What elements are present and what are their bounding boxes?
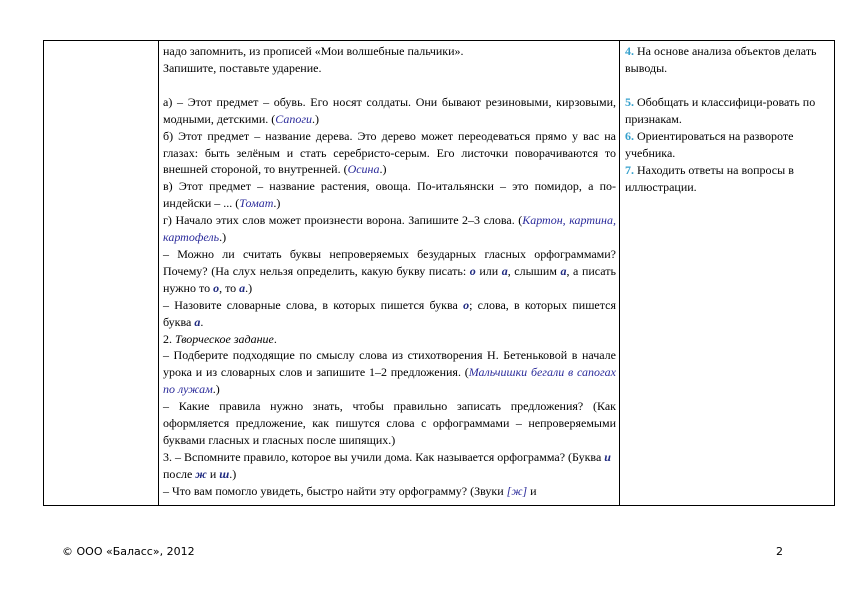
- lesson-content-column: [163, 43, 616, 500]
- skill-5: 5. Обобщать и классифици-ровать по признакам.: [625, 95, 816, 126]
- question-vowels: – Можно ли считать буквы непроверяемых безударных гласных орфограммами? Почему? (На слух нельзя определить, какую букву писать: о или а, слышим а, а писать нужно то о, то а.): [163, 246, 616, 295]
- skill-7: 7. Находить ответы на вопросы в иллюстрации.: [625, 163, 794, 194]
- question-dictionary-words: – Назовите словарные слова, в которых пишется буква о; слова, в которых пишется буква а.: [163, 297, 616, 329]
- answer-v: Томат: [239, 196, 274, 211]
- riddle-b: б) Этот предмет – название дерева. Это дерево может переодеваться прямо у вас на глазах: быть зелёным и стать серебристо-серым. Его листочки поворачиваются то внешней стороной, то внутренней. (Осина.): [163, 128, 616, 177]
- table-top-border: [43, 40, 835, 41]
- task-3-text: 3. – Вспомните правило, которое вы учили дома. Как называется орфограмма? (Буква и после ж и ш.): [163, 449, 611, 481]
- task-2-text: – Подберите подходящие по смыслу слова из стихотворения Н. Бетеньковой в начале урока и из словарных слов и запишите 1–2 предложения. (Мальчишки бегали в сапогах по лужам.): [163, 348, 616, 397]
- footer-copyright: © ООО «Баласс», 2012: [62, 545, 195, 558]
- table-left-border: [43, 40, 44, 505]
- intro-line: надо запомнить, из прописей «Мои волшебные пальчики».: [163, 44, 464, 58]
- table-right-border: [834, 40, 835, 505]
- column-divider-2: [619, 40, 620, 505]
- skill-6: 6. Ориентироваться на развороте учебника.: [625, 129, 794, 160]
- skill-4: 4. На основе анализа объектов делать выводы.: [625, 44, 817, 75]
- riddle-g: г) Начало этих слов может произнести ворона. Запишите 2–3 слова. (Картон, картина, картофель.): [163, 213, 616, 245]
- instruction-line: Запишите, поставьте ударение.: [163, 60, 322, 75]
- riddle-v: в) Этот предмет – название растения, овоща. По-итальянски – это помидор, а по-индейски – ... (Томат.): [163, 179, 616, 211]
- answer-b: Осина: [347, 162, 380, 177]
- riddle-a: а) – Этот предмет – обувь. Его носят солдаты. Они бывают резиновыми, кирзовыми, модными, детскими. (Сапоги.): [163, 94, 616, 126]
- skills-column: [625, 43, 830, 196]
- table-bottom-border: [43, 505, 835, 506]
- task-2-heading: 2. Творческое задание.: [163, 331, 277, 346]
- question-helped: – Что вам помогло увидеть, быстро найти эту орфограмму? (Звуки [ж] и: [163, 483, 537, 498]
- answer-task-2: Мальчишки бегали в сапогах по лужам: [163, 365, 616, 397]
- page-number: 2: [776, 545, 783, 558]
- column-divider-1: [158, 40, 159, 505]
- answer-a: Сапоги: [275, 111, 313, 126]
- answer-g: Картон, картина, картофель: [163, 213, 616, 245]
- question-rules: – Какие правила нужно знать, чтобы правильно записать предложения? (Как оформляется предложение, как пишутся слова с орфограммами – непроверяемыми буквами гласных и гласных после шипящих.): [163, 399, 616, 447]
